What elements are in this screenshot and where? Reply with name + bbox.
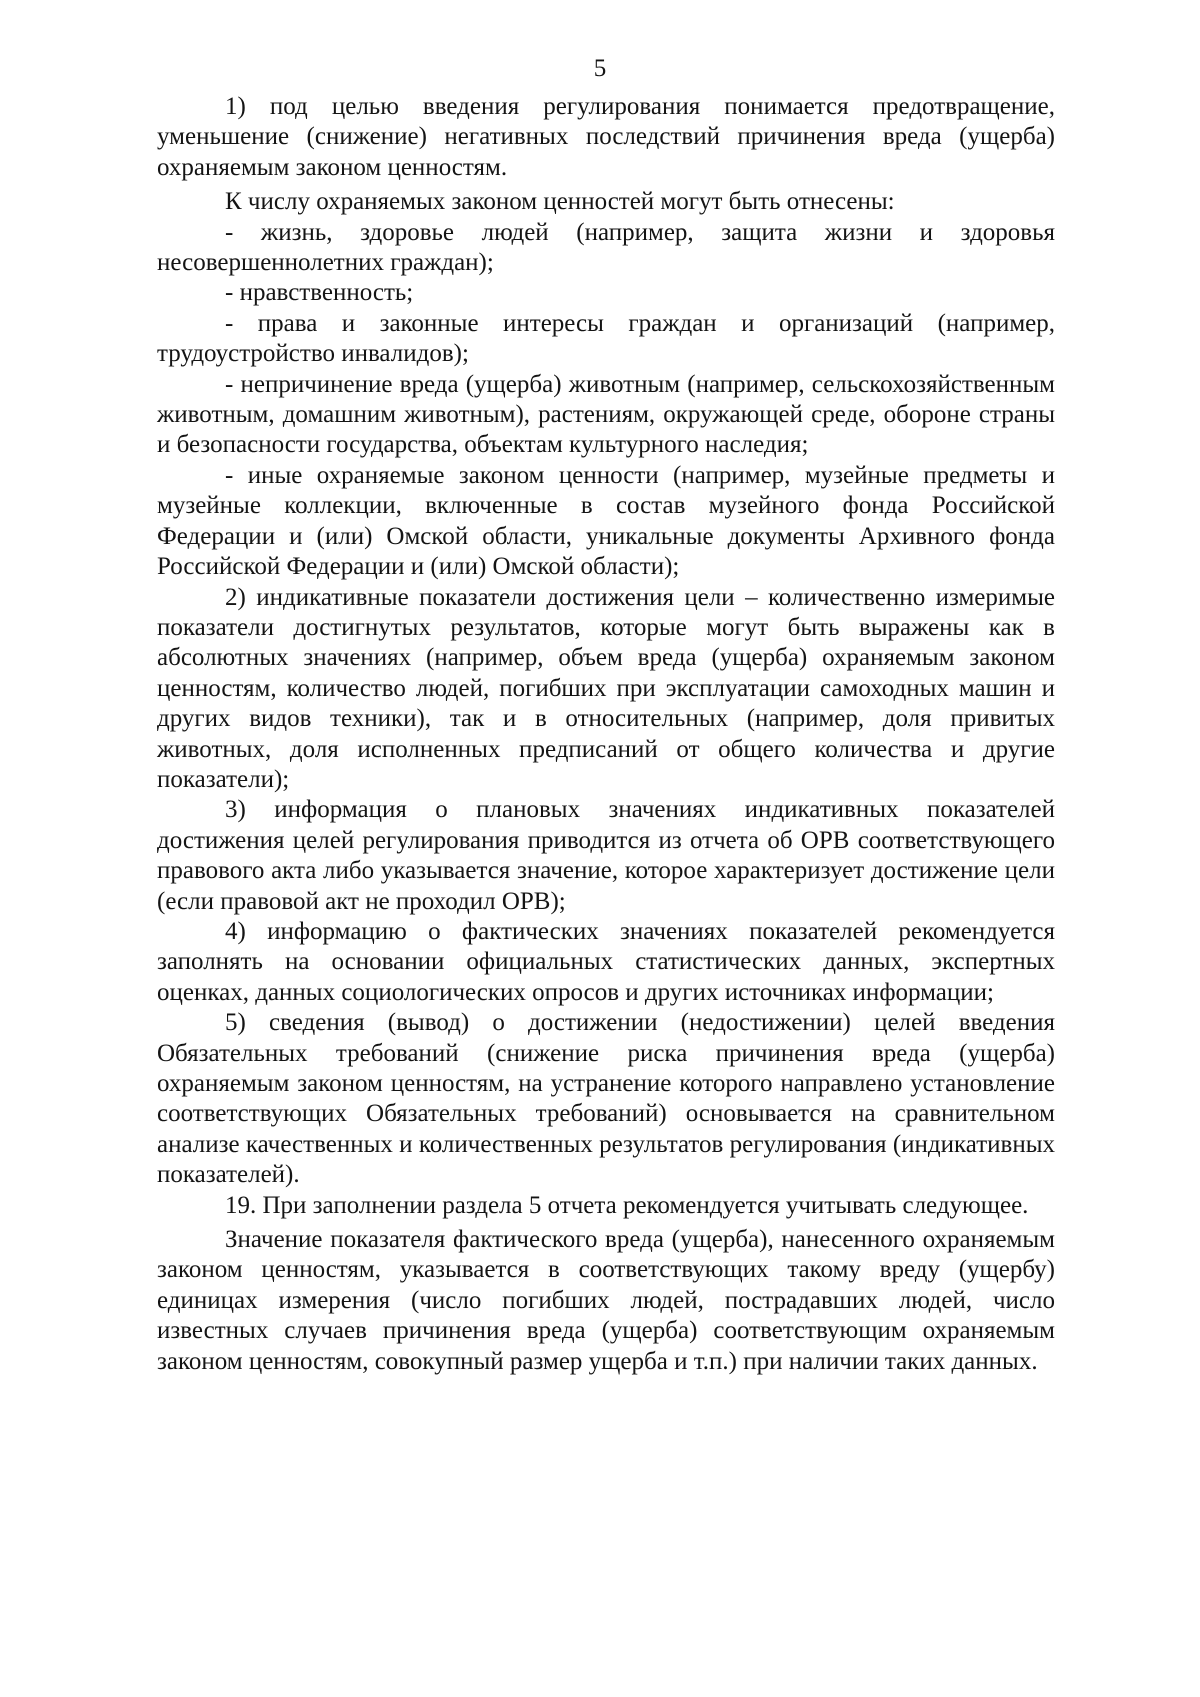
list-item-life-health: - жизнь, здоровье людей (например, защита жизни и здоровья несовершеннолетних граждан); (157, 218, 1055, 277)
paragraph-indicative-indicators: 2) индикативные показатели достижения цели – количественно измеримые показатели достигнутых результатов, которые могут быть выражены как в абсолютных значениях (например, объем вреда (ущерба) охраняемым законом ценностям, количество людей, погибших при эксплуатации самоходных машин и других видов техники), так и в относительных (например, доля привитых животных, доля исполненных предписаний от общего количества и другие показатели); (157, 583, 1055, 793)
paragraph-actual-harm-value: Значение показателя фактического вреда (ущерба), нанесенного охраняемым законом ценностям, указывается в соответствующих такому вреду (ущербу) единицах измерения (число погибших людей, пострадавших людей, число известных случаев причинения вреда (ущерба) соответствующим охраняемым законом ценностям, совокупный размер ущерба и т.п.) при наличии таких данных. (157, 1226, 1055, 1375)
list-item-rights-interests: - права и законные интересы граждан и организаций (например, трудоустройство инвалидов); (157, 309, 1055, 368)
paragraph-planned-values: 3) информация о плановых значениях индикативных показателей достижения целей регулирования приводится из отчета об ОРВ соответствующего правового акта либо указывается значение, которое характеризует достижение цели (если правовой акт не проходил ОРВ); (157, 796, 1055, 915)
paragraph-goal-achievement: 5) сведения (вывод) о достижении (недостижении) целей введения Обязательных требований (снижение риска причинения вреда (ущерба) охраняемым законом ценностям, на устранение которого направлено установление соответствующих Обязательных требований) основывается на сравнительном анализе качественных и количественных результатов регулирования (индикативных показателей). (157, 1009, 1055, 1189)
list-item-other-values: - иные охраняемые законом ценности (например, музейные предметы и музейные коллекции, включенные в состав музейного фонда Российской Федерации и (или) Омской области, уникальные документы Архивного фонда Российской Федерации и (или) Омской области); (157, 461, 1055, 581)
paragraph-section-19: 19. При заполнении раздела 5 отчета рекомендуется учитывать следующее. (225, 1191, 1029, 1219)
paragraph-protected-values-intro: К числу охраняемых законом ценностей могут быть отнесены: (225, 188, 895, 216)
paragraph-goal-definition: 1) под целью введения регулирования понимается предотвращение, уменьшение (снижение) негативных последствий причинения вреда (ущерба) охраняемым законом ценностям. (157, 93, 1055, 181)
document-body (157, 92, 1055, 1377)
paragraph-actual-values: 4) информацию о фактических значениях показателей рекомендуется заполнять на основании официальных статистических данных, экспертных оценках, данных социологических опросов и других источниках информации; (157, 917, 1055, 1006)
list-item-morality: - нравственность; (225, 279, 414, 307)
page-number: 5 (593, 55, 607, 82)
list-item-harm-prevention: - непричинение вреда (ущерба) животным (например, сельскохозяйственным животным, домашним животным), растениям, окружающей среде, обороне страны и безопасности государства, объектам культурного наследия; (157, 370, 1055, 459)
